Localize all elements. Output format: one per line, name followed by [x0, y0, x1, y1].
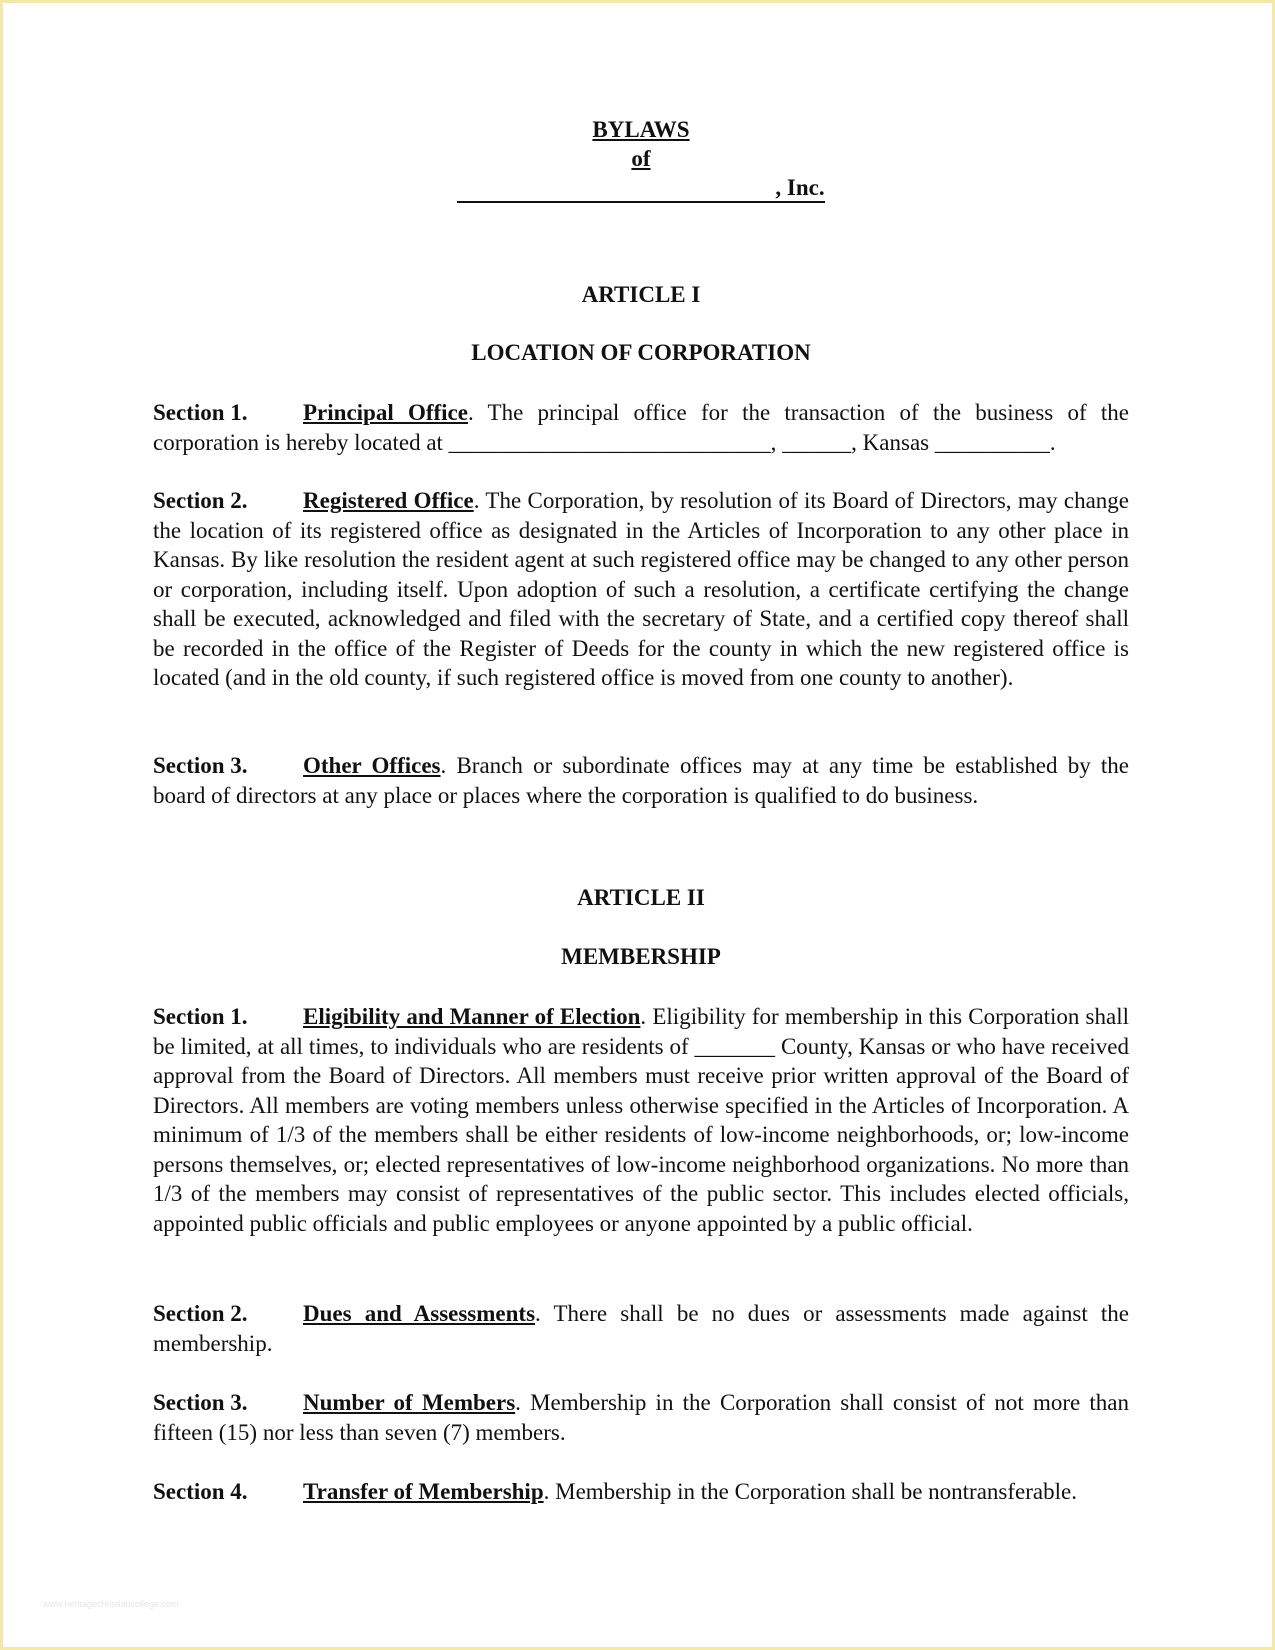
section-label: Section 1.: [153, 1004, 248, 1029]
watermark: www.heritagechristiancollege.com: [43, 1599, 179, 1609]
section-title: Transfer of Membership: [303, 1479, 544, 1504]
section-title: Number of Members: [303, 1390, 516, 1415]
section-title: Registered Office: [303, 488, 474, 513]
section-text: . There shall be no dues or assessments made against the membership.: [153, 1301, 1129, 1356]
section-label: Section 1.: [153, 400, 248, 425]
document-title: BYLAWS: [592, 117, 690, 142]
section-label: Section 3.: [153, 1390, 248, 1415]
section-title: Dues and Assessments: [303, 1301, 536, 1326]
title-block: [153, 115, 1129, 203]
section-label: Section 2.: [153, 488, 248, 513]
section-label: Section 3.: [153, 753, 248, 778]
section-text: . The Corporation, by resolution of its Board of Directors, may change the location of its registered office as designated in the Articles of Incorporation to any other place in Kansas. By like resolution the resident agent at such registered office may be changed to any other person or corporation, including itself. Upon adoption of such a resolution, a certificate certifying the change shall be executed, acknowledged and filed with the secretary of State, and a certified copy thereof shall be recorded in the office of the Register of Deeds for the county in which the new registered office is located (and in the old county, if such registered office is moved from one county to another).: [153, 488, 1129, 690]
section-title: Other Offices: [303, 753, 441, 778]
section-text: . Membership in the Corporation shall be nontransferable.: [543, 1479, 1077, 1504]
company-suffix: , Inc.: [775, 175, 825, 200]
article-1-section-3: [153, 751, 1129, 810]
article-2-section-3: [153, 1388, 1129, 1447]
section-title: Eligibility and Manner of Election: [303, 1004, 641, 1029]
article-2-section-4: [153, 1477, 1129, 1507]
article-1-number: ARTICLE I: [581, 282, 701, 307]
article-2-heading: MEMBERSHIP: [561, 944, 721, 969]
article-2-section-2: [153, 1299, 1129, 1358]
section-text: . Eligibility for membership in this Corporation shall be limited, at all times, to individuals who are residents of _______ County, Kansas or who have received approval from the Board of Directors. All members must receive prior written approval of the Board of Directors. All members are voting members unless otherwise specified in the Articles of Incorporation. A minimum of 1/3 of the members shall be either residents of low-income neighborhoods, or; low-income persons themselves, or; elected representatives of low-income neighborhood organizations. No more than 1/3 of the members may consist of representatives of the public sector. This includes elected officials, appointed public officials and public employees or anyone appointed by a public official.: [153, 1004, 1129, 1236]
article-1-heading: LOCATION OF CORPORATION: [471, 340, 811, 365]
document-title-of: of: [631, 146, 651, 171]
article-1-section-2: [153, 486, 1129, 693]
section-text: . The principal office for the transaction of the business of the corporation is hereby located at ____________________________, ______, Kansas __________.: [153, 400, 1129, 455]
article-2-number: ARTICLE II: [577, 885, 705, 910]
article-1-section-1: [153, 398, 1129, 457]
section-text: . Membership in the Corporation shall consist of not more than fifteen (15) nor less than seven (7) members.: [153, 1390, 1130, 1445]
section-text: . Branch or subordinate offices may at any time be established by the board of directors at any place or places where the corporation is qualified to do business.: [153, 753, 1129, 808]
company-name-line: [457, 175, 824, 203]
section-label: Section 2.: [153, 1301, 248, 1326]
section-title: Principal Office: [303, 400, 468, 425]
article-2-section-1: [153, 1002, 1129, 1238]
section-label: Section 4.: [153, 1479, 248, 1504]
